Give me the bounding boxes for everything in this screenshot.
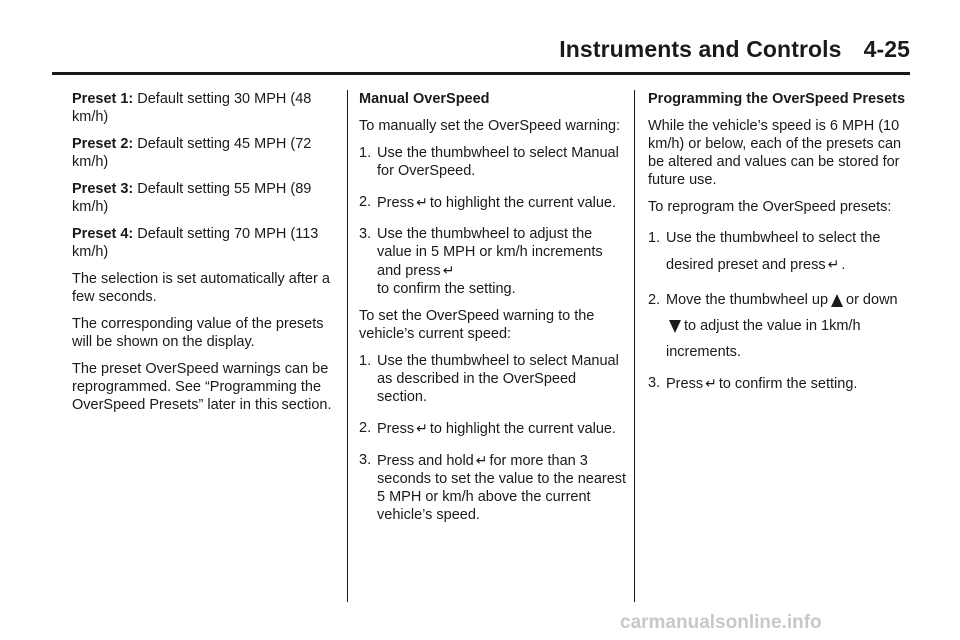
list-item: 3. Press ↵ to confirm the setting. [648,375,858,392]
list-item: 3. Press and hold ↵ for more than 3 seconds to set the value to the nearest 5 MPH or km/h above the current vehicle’s speed. [359,452,627,523]
paragraph: To reprogram the OverSpeed presets: [648,199,892,215]
preset-1: Preset 1: Default setting 30 MPH (48 km/h) [72,91,312,125]
list-item: 2. Press ↵ to highlight the current value. [359,415,627,442]
section-title: Instruments and Controls [559,36,842,62]
section-heading: Manual OverSpeed [359,91,490,107]
paragraph: The corresponding value of the presets will be shown on the display. [72,316,324,350]
list-item: 1. Use the thumbwheel to select Manual as described in the OverSpeed section. [359,353,619,405]
paragraph: The selection is set automatically after a few seconds. [72,271,330,305]
column-3 [648,90,912,402]
page-number: 4-25 [863,36,910,62]
enter-icon: ↵ [416,194,428,210]
arrow-up-icon [831,294,843,307]
page-header [559,36,910,63]
enter-icon: ↵ [442,262,455,278]
paragraph: To set the OverSpeed warning to the vehicle’s current speed: [359,308,595,342]
enter-icon: ↵ [827,256,840,272]
list-item: 1. Use the thumbwheel to select Manual for OverSpeed. [359,145,619,179]
watermark: carmanualsonline.info [620,612,822,633]
enter-icon: ↵ [475,452,488,468]
column-1 [72,90,342,423]
enter-icon: ↵ [416,420,428,436]
column-divider [347,90,348,602]
column-divider [634,90,635,602]
paragraph: While the vehicle’s speed is 6 MPH (10 km/h) or below, each of the presets can be altered and values can be stored for future use. [648,118,902,188]
arrow-down-icon [669,320,681,333]
paragraph: The preset OverSpeed warnings can be reprogrammed. See “Programming the OverSpeed Presets” later in this section. [72,361,332,413]
steps-list [648,225,912,393]
enter-icon: ↵ [705,375,717,391]
preset-4: Preset 4: Default setting 70 MPH (113 km/h) [72,226,319,260]
steps-list [359,144,627,298]
preset-3: Preset 3: Default setting 55 MPH (89 km/h) [72,181,312,215]
column-2 [359,90,627,533]
list-item: 2. Move the thumbwheel up or downto adjust the value in 1km/h increments. [648,292,898,360]
steps-list [359,352,627,524]
section-heading: Programming the OverSpeed Presets [648,91,906,107]
preset-2: Preset 2: Default setting 45 MPH (72 km/h) [72,136,312,170]
list-item: 1. Use the thumbwheel to select the desired preset and press ↵ . [648,225,912,278]
list-item: 2. Press ↵ to highlight the current value. [359,189,627,216]
list-item: 3. Use the thumbwheel to adjust the value in 5 MPH or km/h increments and press ↵ to confirm the setting. [359,226,603,297]
paragraph: To manually set the OverSpeed warning: [359,118,621,134]
header-rule [52,72,910,75]
